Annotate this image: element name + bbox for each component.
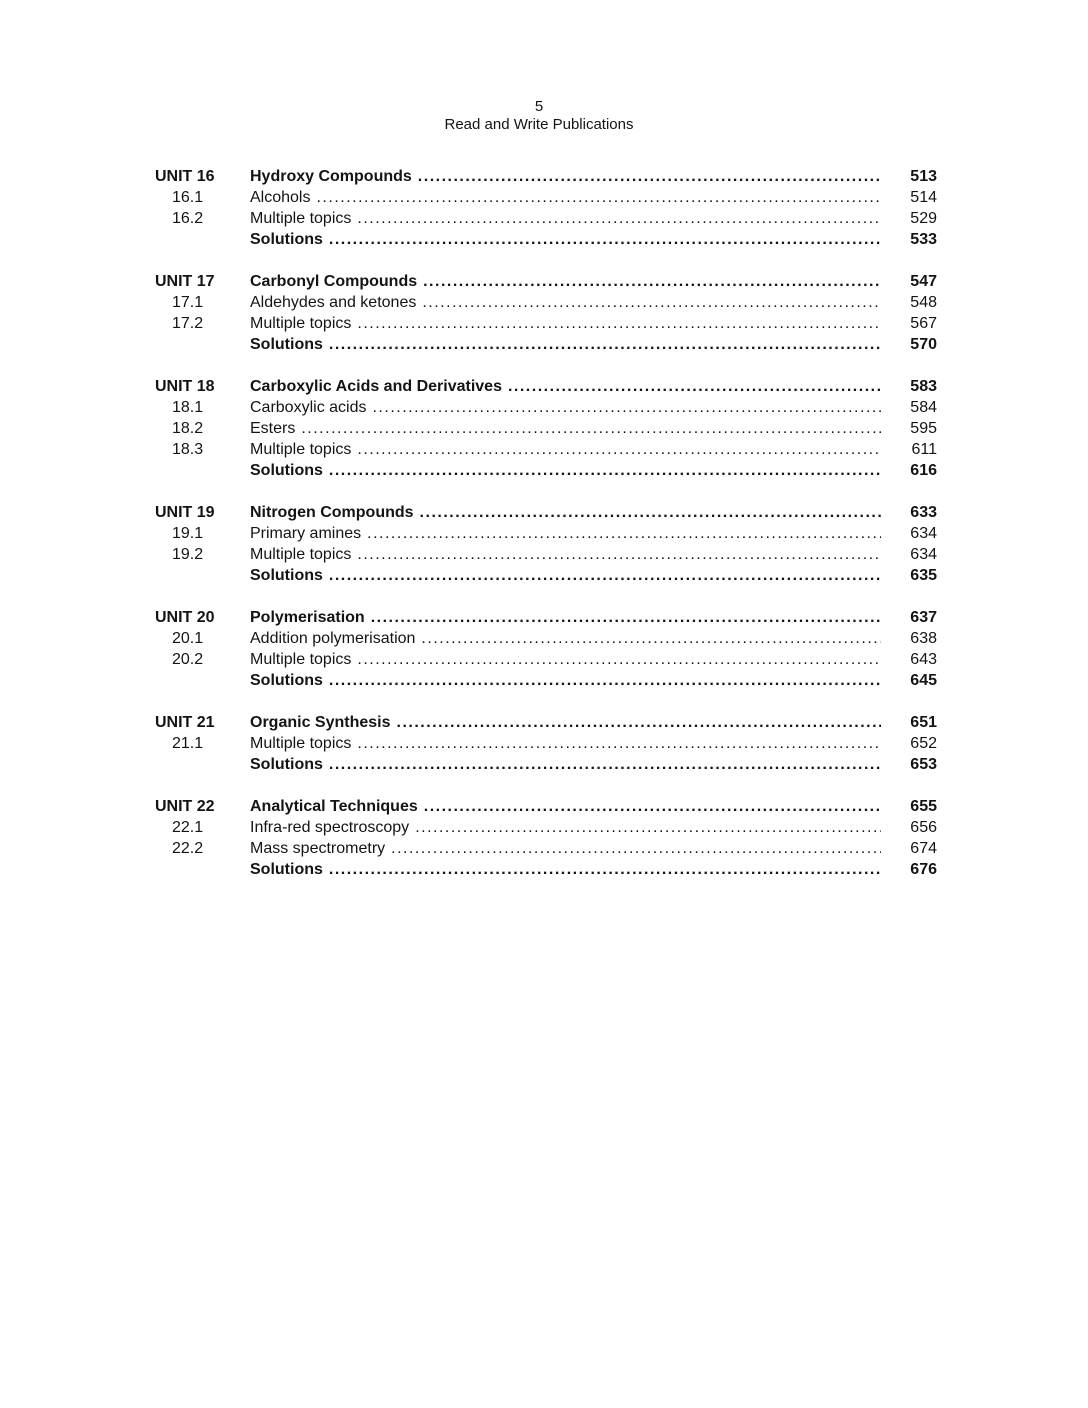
page-header <box>148 0 930 133</box>
toc-subsection-row <box>155 544 937 565</box>
dot-leader <box>418 166 881 187</box>
toc-entry-page-number: 547 <box>910 273 937 290</box>
toc-entry-title: Carboxylic acids <box>250 399 367 416</box>
toc-entry-title: Mass spectrometry <box>250 840 386 857</box>
toc-entry-title: Polymerisation <box>250 609 365 626</box>
toc-subsection-row <box>155 208 937 229</box>
toc-unit-header-row <box>155 502 937 523</box>
toc-solutions-row <box>155 229 937 250</box>
toc-entry-page-number: 634 <box>910 546 937 563</box>
toc-entry-number: 21.1 <box>172 735 204 752</box>
toc-unit-header-row <box>155 376 937 397</box>
dot-leader <box>422 292 881 313</box>
toc-entry-number: UNIT 22 <box>155 798 215 815</box>
dot-leader <box>415 817 881 838</box>
toc-entry-page-number: 595 <box>910 420 937 437</box>
toc-entry-page-number: 653 <box>910 756 937 773</box>
toc-entry-title: Multiple topics <box>250 315 352 332</box>
dot-leader <box>397 712 882 733</box>
dot-leader <box>372 397 881 418</box>
toc-entry-title: Solutions <box>250 567 323 584</box>
toc <box>155 166 937 880</box>
toc-entry-title: Solutions <box>250 861 323 878</box>
toc-entry-page-number: 616 <box>910 462 937 479</box>
toc-entry-page-number: 583 <box>910 378 937 395</box>
toc-subsection-row <box>155 838 937 859</box>
toc-entry-number: 22.2 <box>172 840 204 857</box>
dot-leader <box>357 649 881 670</box>
toc-solutions-row <box>155 754 937 775</box>
toc-unit-block <box>155 376 937 481</box>
toc-entry-title: Carboxylic Acids and Derivatives <box>250 378 502 395</box>
dot-leader <box>357 544 881 565</box>
toc-entry-number: UNIT 16 <box>155 168 215 185</box>
toc-entry-title: Esters <box>250 420 296 437</box>
toc-subsection-row <box>155 733 937 754</box>
dot-leader <box>329 460 881 481</box>
toc-solutions-row <box>155 670 937 691</box>
toc-entry-number: UNIT 20 <box>155 609 215 626</box>
toc-entry-page-number: 645 <box>910 672 937 689</box>
toc-entry-page-number: 638 <box>910 630 937 647</box>
toc-entry-page-number: 567 <box>910 315 937 332</box>
toc-entry-number: 16.1 <box>172 189 204 206</box>
toc-entry-page-number: 548 <box>910 294 937 311</box>
toc-entry-title: Multiple topics <box>250 210 352 227</box>
toc-entry-title: Solutions <box>250 462 323 479</box>
toc-unit-header-row <box>155 166 937 187</box>
dot-leader <box>357 208 881 229</box>
toc-entry-number: UNIT 19 <box>155 504 215 521</box>
dot-leader <box>420 502 881 523</box>
dot-leader <box>357 439 881 460</box>
toc-solutions-row <box>155 565 937 586</box>
toc-entry-page-number: 643 <box>910 651 937 668</box>
dot-leader <box>357 733 881 754</box>
dot-leader <box>421 628 881 649</box>
toc-unit-block <box>155 712 937 775</box>
dot-leader <box>329 670 881 691</box>
toc-entry-title: Multiple topics <box>250 546 352 563</box>
toc-unit-block <box>155 271 937 355</box>
toc-entry-title: Organic Synthesis <box>250 714 391 731</box>
dot-leader <box>391 838 881 859</box>
toc-unit-header-row <box>155 271 937 292</box>
toc-subsection-row <box>155 439 937 460</box>
dot-leader <box>423 271 881 292</box>
toc-entry-title: Alcohols <box>250 189 311 206</box>
toc-entry-title: Solutions <box>250 336 323 353</box>
toc-entry-title: Primary amines <box>250 525 362 542</box>
toc-entry-number: 18.2 <box>172 420 204 437</box>
toc-entry-page-number: 652 <box>910 735 937 752</box>
dot-leader <box>329 229 881 250</box>
toc-entry-number: UNIT 17 <box>155 273 215 290</box>
toc-entry-number: UNIT 21 <box>155 714 215 731</box>
toc-entry-page-number: 651 <box>910 714 937 731</box>
toc-unit-block <box>155 166 937 250</box>
toc-subsection-row <box>155 292 937 313</box>
toc-entry-number: 22.1 <box>172 819 204 836</box>
toc-entry-number: 18.3 <box>172 441 204 458</box>
toc-entry-number: 19.2 <box>172 546 204 563</box>
toc-entry-page-number: 656 <box>910 819 937 836</box>
toc-entry-page-number: 584 <box>910 399 937 416</box>
toc-entry-page-number: 533 <box>910 231 937 248</box>
dot-leader <box>508 376 881 397</box>
toc-entry-page-number: 611 <box>911 441 937 458</box>
toc-entry-title: Hydroxy Compounds <box>250 168 412 185</box>
toc-entry-title: Infra-red spectroscopy <box>250 819 410 836</box>
toc-entry-title: Nitrogen Compounds <box>250 504 414 521</box>
toc-unit-block <box>155 607 937 691</box>
toc-entry-title: Analytical Techniques <box>250 798 418 815</box>
toc-subsection-row <box>155 817 937 838</box>
toc-entry-page-number: 633 <box>910 504 937 521</box>
toc-entry-title: Aldehydes and ketones <box>250 294 417 311</box>
toc-subsection-row <box>155 649 937 670</box>
toc-entry-page-number: 514 <box>910 189 937 206</box>
toc-subsection-row <box>155 187 937 208</box>
dot-leader <box>367 523 881 544</box>
toc-subsection-row <box>155 313 937 334</box>
dot-leader <box>316 187 881 208</box>
toc-entry-page-number: 513 <box>910 168 937 185</box>
toc-entry-number: 19.1 <box>172 525 204 542</box>
toc-entry-page-number: 635 <box>910 567 937 584</box>
toc-entry-title: Multiple topics <box>250 651 352 668</box>
toc-entry-title: Carbonyl Compounds <box>250 273 418 290</box>
dot-leader <box>371 607 881 628</box>
toc-entry-page-number: 634 <box>910 525 937 542</box>
dot-leader <box>329 859 881 880</box>
toc-entry-page-number: 676 <box>910 861 937 878</box>
toc-solutions-row <box>155 859 937 880</box>
toc-entry-title: Addition polymerisation <box>250 630 416 647</box>
toc-entry-page-number: 674 <box>910 840 937 857</box>
toc-unit-block <box>155 502 937 586</box>
toc-subsection-row <box>155 397 937 418</box>
toc-entry-page-number: 637 <box>910 609 937 626</box>
toc-unit-header-row <box>155 796 937 817</box>
dot-leader <box>329 334 881 355</box>
toc-entry-number: 20.1 <box>172 630 204 647</box>
header-page-number: 5 <box>534 98 544 115</box>
toc-solutions-row <box>155 334 937 355</box>
dot-leader <box>329 754 881 775</box>
toc-entry-title: Solutions <box>250 756 323 773</box>
toc-entry-title: Solutions <box>250 672 323 689</box>
toc-entry-number: 16.2 <box>172 210 204 227</box>
toc-subsection-row <box>155 628 937 649</box>
toc-entry-number: 17.2 <box>172 315 204 332</box>
dot-leader <box>329 565 881 586</box>
dot-leader <box>357 313 881 334</box>
header-publisher-name: Read and Write Publications <box>444 116 634 133</box>
dot-leader <box>424 796 881 817</box>
toc-entry-number: 20.2 <box>172 651 204 668</box>
toc-entry-title: Solutions <box>250 231 323 248</box>
toc-entry-title: Multiple topics <box>250 735 352 752</box>
dot-leader <box>301 418 881 439</box>
toc-solutions-row <box>155 460 937 481</box>
toc-entry-page-number: 570 <box>910 336 937 353</box>
toc-entry-page-number: 655 <box>910 798 937 815</box>
toc-entry-number: 17.1 <box>172 294 204 311</box>
toc-unit-header-row <box>155 712 937 733</box>
toc-entry-number: UNIT 18 <box>155 378 215 395</box>
toc-entry-page-number: 529 <box>910 210 937 227</box>
toc-subsection-row <box>155 523 937 544</box>
toc-unit-header-row <box>155 607 937 628</box>
toc-unit-block <box>155 796 937 880</box>
toc-entry-title: Multiple topics <box>250 441 352 458</box>
toc-entry-number: 18.1 <box>172 399 204 416</box>
toc-subsection-row <box>155 418 937 439</box>
